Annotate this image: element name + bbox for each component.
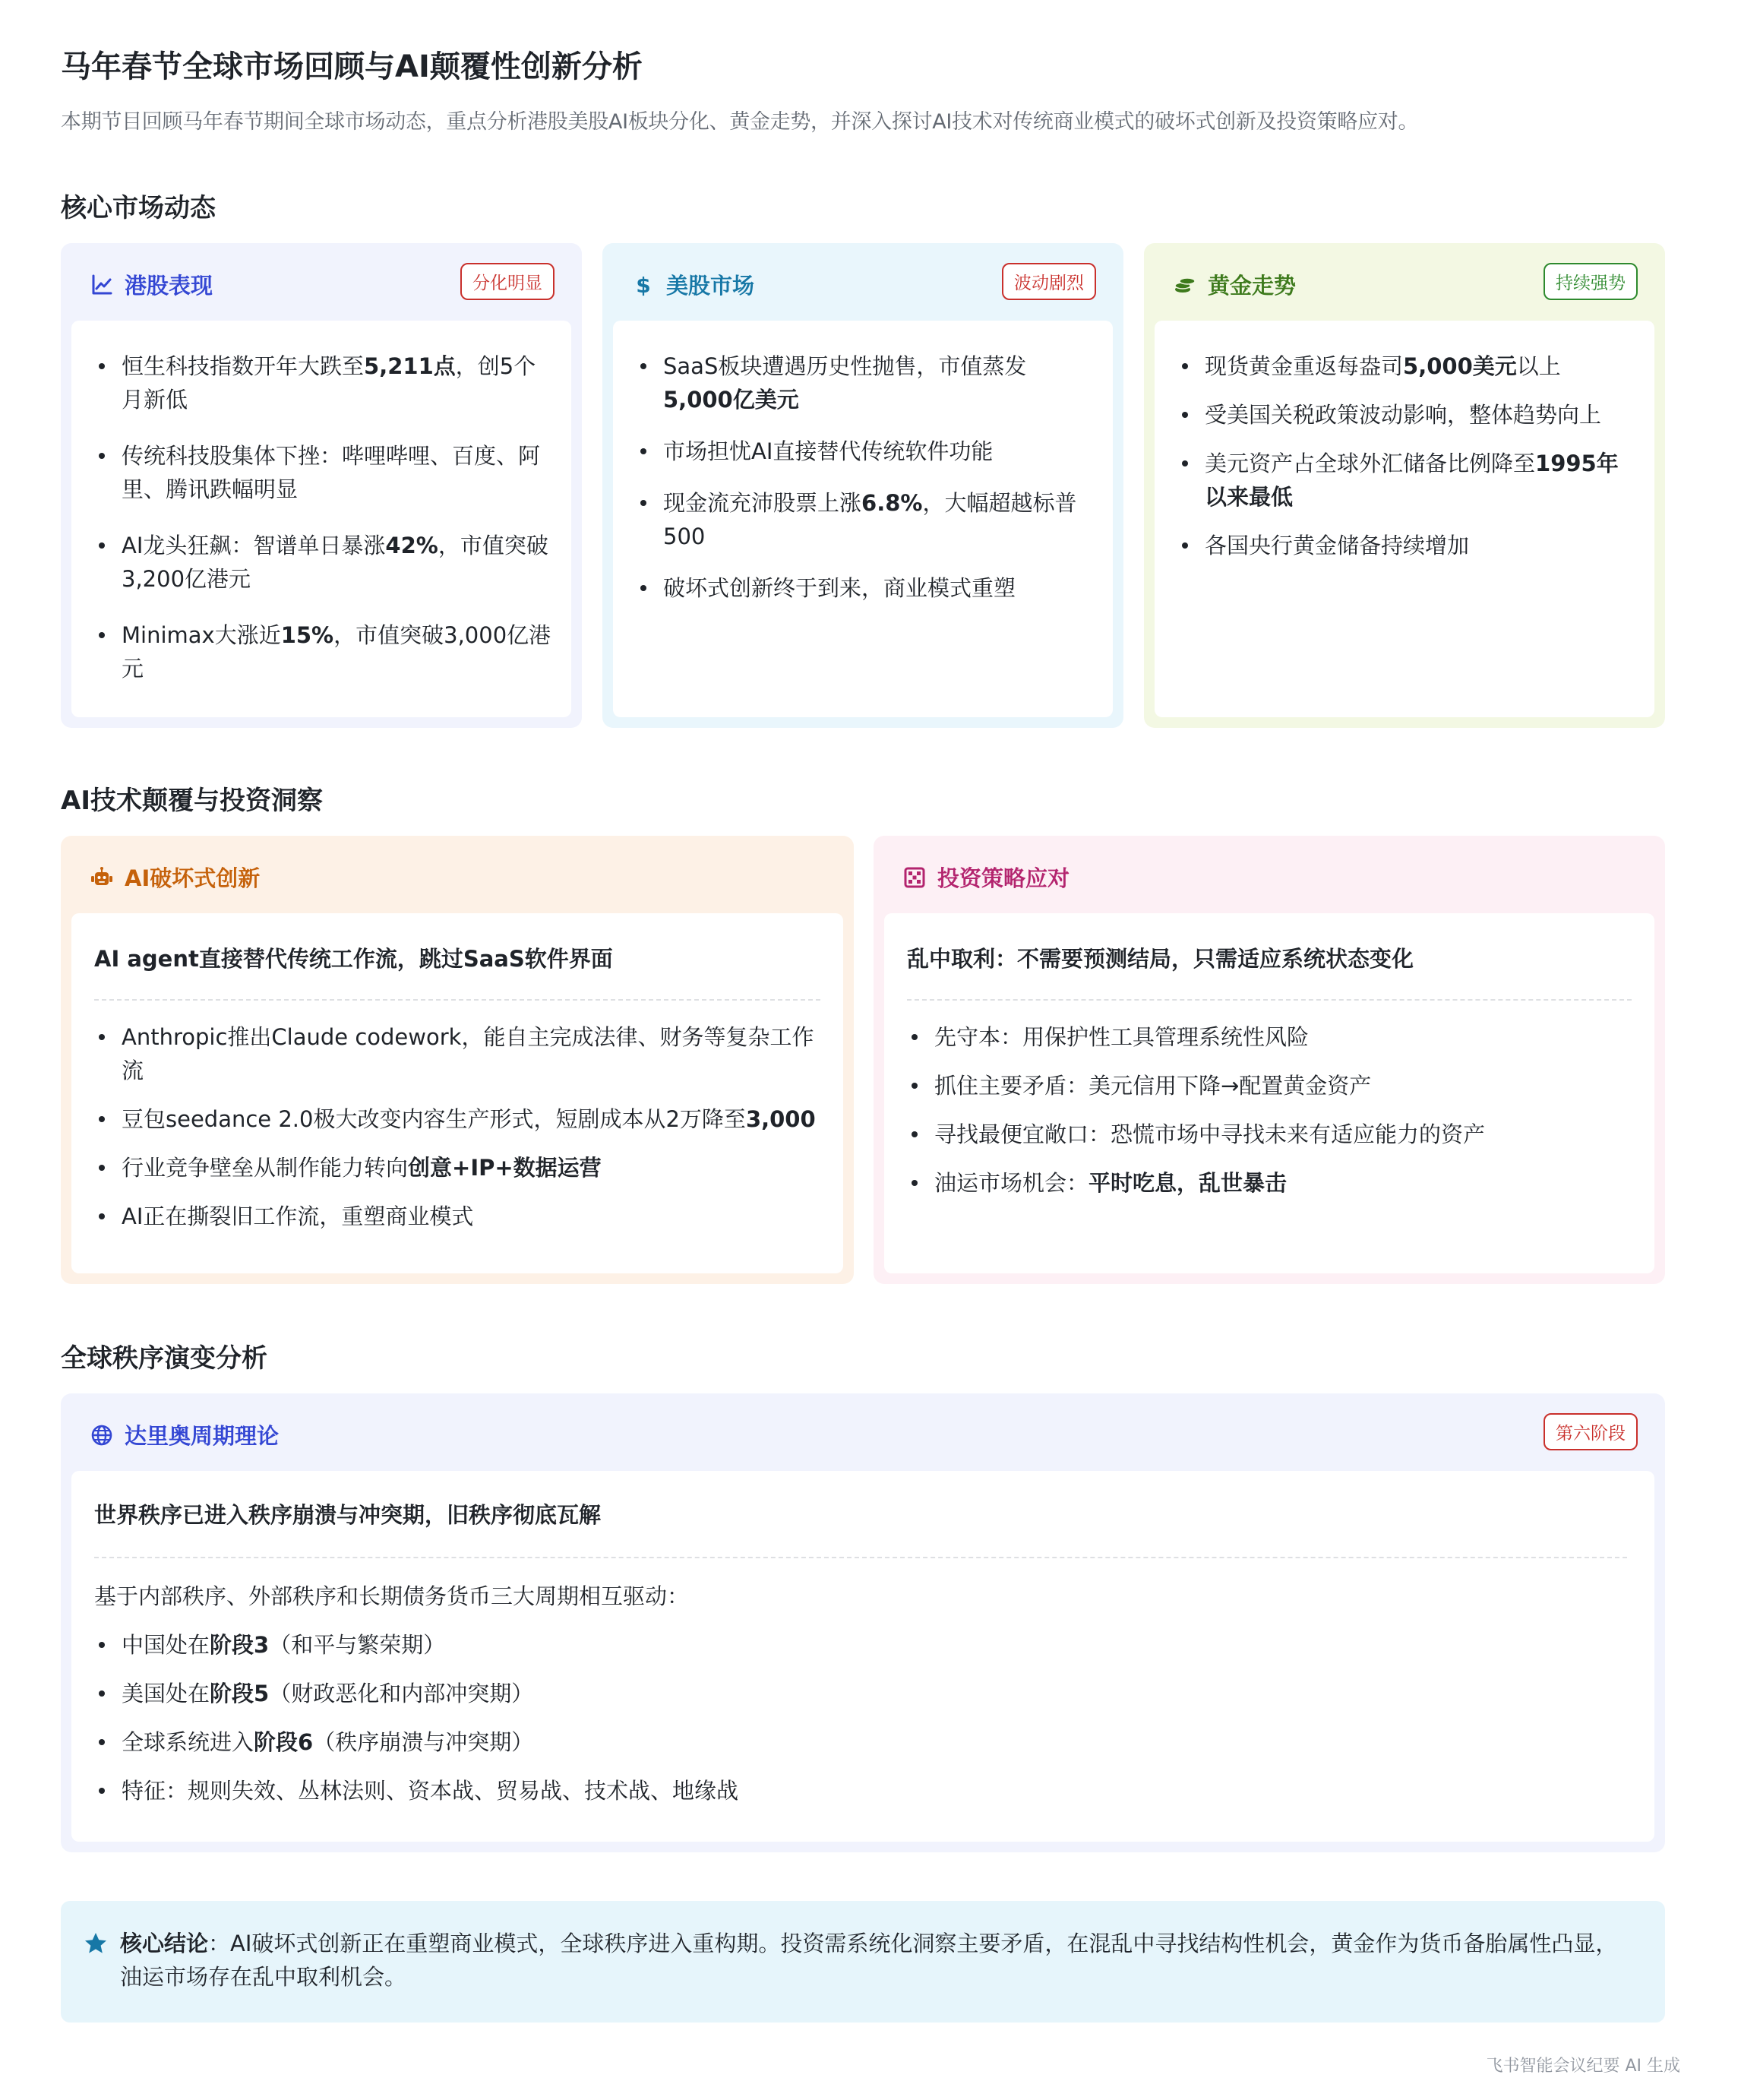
list-item: 受美国关税政策波动影响，整体趋势向上 xyxy=(1177,398,1635,432)
card-hk-body xyxy=(71,321,571,717)
section-title-market: 核心市场动态 xyxy=(61,193,216,223)
list-item: 现金流充沛股票上涨6.8%，大幅超越标普500 xyxy=(636,486,1093,553)
dollar-icon xyxy=(631,273,656,297)
card-investment-strategy xyxy=(874,836,1665,1284)
list-item: 美元资产占全球外汇储备比例降至1995年以来最低 xyxy=(1177,447,1635,514)
page-subtitle: 本期节目回顾马年春节期间全球市场动态，重点分析港股美股AI板块分化、黄金走势，并深入探讨AI技术对传统商业模式的破坏式创新及投资策略应对。 xyxy=(61,110,1419,134)
card-strategy-header xyxy=(902,862,1070,893)
card-ai-header xyxy=(90,862,260,893)
hk-list xyxy=(94,349,551,685)
divider xyxy=(94,999,820,1001)
status-badge-hk: 分化明显 xyxy=(460,263,555,300)
card-hk-market xyxy=(61,243,582,728)
strategy-list xyxy=(907,1020,1632,1200)
list-item: 破坏式创新终于到来，商业模式重塑 xyxy=(636,571,1093,605)
list-item: 全球系统进入阶段6（秩序崩溃与冲突期） xyxy=(94,1725,1627,1759)
section-title-order: 全球秩序演变分析 xyxy=(61,1343,267,1374)
status-badge-us: 波动剧烈 xyxy=(1002,263,1096,300)
list-item: AI龙头狂飙：智谱单日暴涨42%，市值突破3,200亿港元 xyxy=(94,529,551,596)
list-item: 豆包seedance 2.0极大改变内容生产形式，短剧成本从2万降至3,000 xyxy=(94,1102,820,1136)
status-badge-dalio: 第六阶段 xyxy=(1544,1413,1638,1450)
list-item: 现货黄金重返每盎司5,000美元以上 xyxy=(1177,349,1635,383)
card-dalio-cycle xyxy=(61,1393,1665,1852)
conclusion-text: 核心结论：AI破坏式创新正在重塑商业模式，全球秩序进入重构期。投资需系统化洞察主要矛盾，在混乱中寻找结构性机会，黄金作为货币备胎属性凸显，油运市场存在乱中取利机会。 xyxy=(120,1931,1618,1990)
line-chart-icon xyxy=(90,273,114,297)
list-item: 中国处在阶段3（和平与繁荣期） xyxy=(94,1628,1627,1662)
list-item: AI正在撕裂旧工作流，重塑商业模式 xyxy=(94,1200,820,1233)
status-badge-gold: 持续强势 xyxy=(1544,263,1638,300)
conclusion-box xyxy=(61,1901,1665,2023)
coins-icon xyxy=(1173,273,1197,297)
card-strategy-lead: 乱中取利：不需要预测结局，只需适应系统状态变化 xyxy=(907,946,1414,972)
list-item: 油运市场机会：平时吃息，乱世暴击 xyxy=(907,1166,1632,1200)
star-icon xyxy=(84,1931,108,1956)
card-strategy-title: 投资策略应对 xyxy=(937,865,1070,891)
list-item: Anthropic推出Claude codework，能自主完成法律、财务等复杂工作流 xyxy=(94,1020,820,1087)
card-ai-disruption xyxy=(61,836,854,1284)
list-item: 美国处在阶段5（财政恶化和内部冲突期） xyxy=(94,1677,1627,1710)
robot-icon xyxy=(90,865,114,890)
list-item: 行业竞争壁垒从制作能力转向创意+IP+数据运营 xyxy=(94,1151,820,1184)
divider xyxy=(907,999,1632,1001)
card-gold-title: 黄金走势 xyxy=(1208,273,1297,299)
card-hk-title: 港股表现 xyxy=(125,273,213,299)
card-us-header xyxy=(631,269,754,300)
card-strategy-body xyxy=(884,913,1654,1273)
card-ai-lead: AI agent直接替代传统工作流，跳过SaaS软件界面 xyxy=(94,946,613,972)
card-dalio-lead: 世界秩序已进入秩序崩溃与冲突期，旧秩序彻底瓦解 xyxy=(94,1502,602,1528)
card-ai-title: AI破坏式创新 xyxy=(125,865,261,891)
list-item: Minimax大涨近15%，市值突破3,000亿港元 xyxy=(94,618,551,685)
card-dalio-header xyxy=(90,1419,279,1450)
card-dalio-intro: 基于内部秩序、外部秩序和长期债务货币三大周期相互驱动： xyxy=(94,1583,690,1609)
list-item: 寻找最便宜敞口：恐慌市场中寻找未来有适应能力的资产 xyxy=(907,1118,1632,1151)
card-us-market xyxy=(602,243,1123,728)
list-item: 传统科技股集体下挫：哔哩哔哩、百度、阿里、腾讯跌幅明显 xyxy=(94,439,551,506)
card-gold-header xyxy=(1173,269,1296,300)
us-list xyxy=(636,349,1093,605)
card-gold-body xyxy=(1155,321,1654,717)
footer-note: 飞书智能会议纪要 AI 生成 xyxy=(1486,2057,1680,2076)
card-us-title: 美股市场 xyxy=(666,273,755,299)
page-title: 马年春节全球市场回顾与AI颠覆性创新分析 xyxy=(61,49,643,84)
list-item: 市场担忧AI直接替代传统软件功能 xyxy=(636,435,1093,468)
card-us-body xyxy=(613,321,1113,717)
list-item: SaaS板块遭遇历史性抛售，市值蒸发5,000亿美元 xyxy=(636,349,1093,416)
card-dalio-title: 达里奥周期理论 xyxy=(125,1423,280,1449)
svg-text:$: $ xyxy=(636,272,651,297)
list-item: 各国央行黄金储备持续增加 xyxy=(1177,529,1635,562)
list-item: 先守本：用保护性工具管理系统性风险 xyxy=(907,1020,1632,1054)
conclusion-label: 核心结论 xyxy=(120,1931,209,1956)
ai-list xyxy=(94,1020,820,1233)
dalio-list xyxy=(94,1628,1627,1807)
chess-board-icon xyxy=(902,865,927,890)
card-gold-market xyxy=(1144,243,1665,728)
gold-list xyxy=(1177,349,1635,562)
card-hk-header xyxy=(90,269,213,300)
card-ai-body xyxy=(71,913,843,1273)
section-title-ai: AI技术颠覆与投资洞察 xyxy=(61,786,323,816)
divider xyxy=(94,1557,1627,1558)
list-item: 恒生科技指数开年大跌至5,211点，创5个月新低 xyxy=(94,349,551,416)
list-item: 抓住主要矛盾：美元信用下降→配置黄金资产 xyxy=(907,1069,1632,1102)
card-dalio-body xyxy=(71,1471,1654,1842)
list-item: 特征：规则失效、丛林法则、资本战、贸易战、技术战、地缘战 xyxy=(94,1774,1627,1807)
globe-icon xyxy=(90,1423,114,1447)
